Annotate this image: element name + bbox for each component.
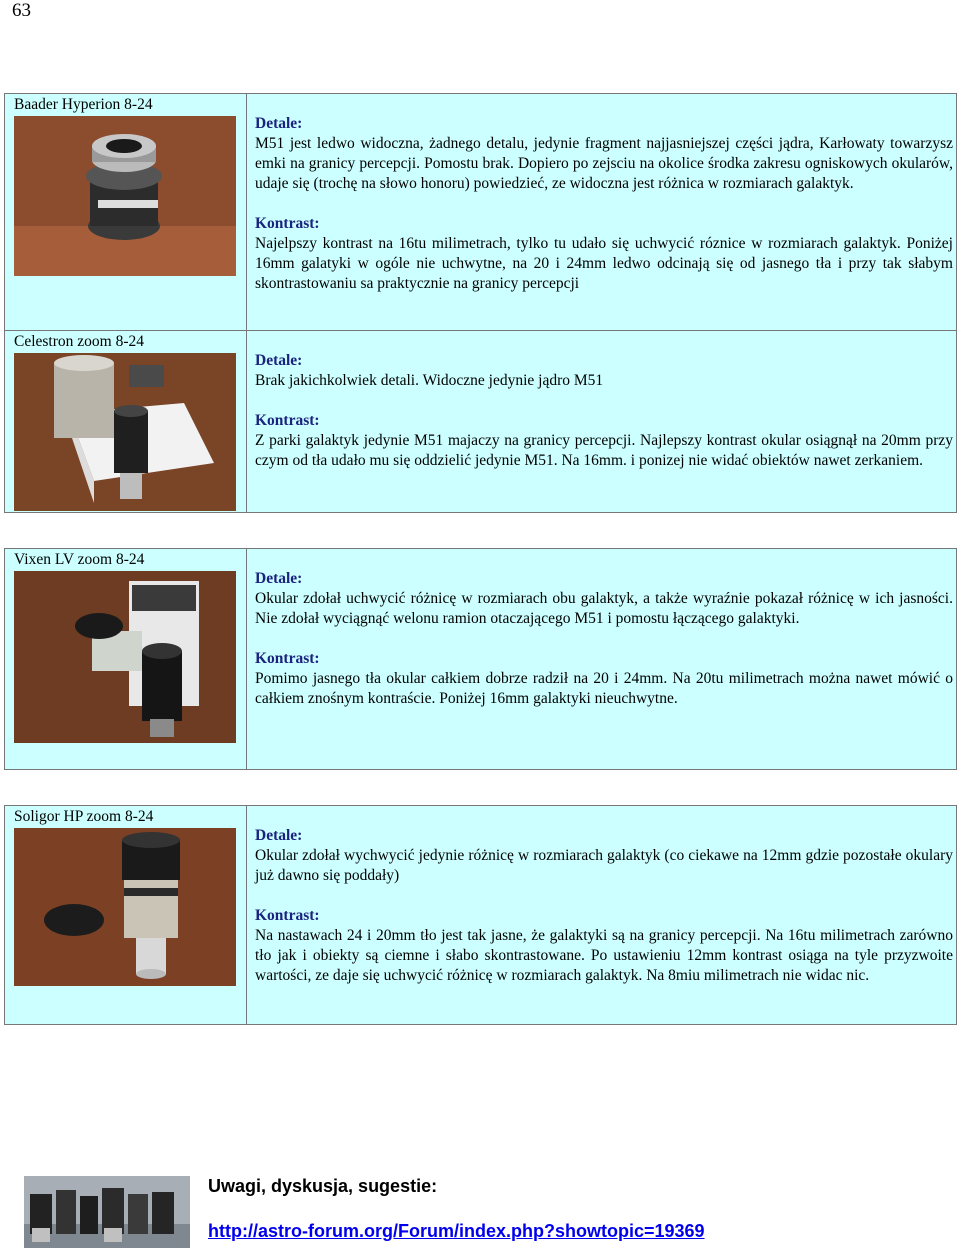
contrast-heading: Kontrast: [255,215,320,232]
soligor-review [255,826,953,986]
eyepiece-name-baader: Baader Hyperion 8-24 [14,96,153,113]
review-table-section-3 [4,805,957,1025]
detail-heading: Detale: [255,570,303,587]
baader-review [255,114,953,294]
contrast-text: Z parki galaktyk jedynie M51 majaczy na granicy percepcji. Najlepszy kontrast okular osiągnął na 20mm przy czym od tła udało mu się oddzielić jedynie M51. Na 16mm. i ponizej nie widać obiektów nawet zerkaniem. [255,432,953,469]
detail-heading: Detale: [255,115,303,132]
eyepiece-name-celestron: Celestron zoom 8-24 [14,333,145,350]
contrast-heading: Kontrast: [255,412,320,429]
vixen-eyepiece-photo [14,571,236,743]
eyepieces-group-photo [24,1176,190,1248]
detail-text: Okular zdołał wychwycić jedynie różnicę w rozmiarach galaktyk (co ciekawe na 12mm gdzie pozostałe okulary już dawno się poddały) [255,847,953,884]
page-number: 63 [12,0,31,21]
baader-eyepiece-photo [14,116,236,276]
review-table-section-2 [4,548,957,770]
celestron-eyepiece-photo [14,353,236,511]
soligor-eyepiece-photo [14,828,236,986]
review-table-section-1 [4,93,957,513]
contrast-heading: Kontrast: [255,650,320,667]
detail-text: Okular zdołał uchwycić różnicę w rozmiarach obu galaktyk, a także wyraźnie pokazał różnicę w ich jasności. Nie zdołał wyciągnąć welonu ramion otaczającego M51 i pomostu łączącego galaktyki. [255,590,953,627]
detail-text: M51 jest ledwo widoczna, żadnego detalu, jedynie fragment najjasniejszej części jądra, Karłowaty towarzysz emki na granicy percepcji. Pomostu brak. Dopiero po zejsciu na okolice środka zakresu ogniskowych okularów, udaje się (trochę na słowo honoru) powiedzieć, ze widoczna jest różnica w rozmiarach galaktyk. [255,135,953,192]
footer-title: Uwagi, dyskusja, sugestie: [208,1176,438,1196]
contrast-text: Pomimo jasnego tła okular całkiem dobrze radził na 20 i 24mm. Na 20tu milimetrach można nawet mówić o całkiem znośnym kontraście. Poniżej 16mm galaktyki nieuchwytne. [255,670,953,707]
celestron-review [255,351,953,471]
forum-link[interactable]: http://astro-forum.org/Forum/index.php?showtopic=19369 [208,1221,705,1241]
detail-heading: Detale: [255,827,303,844]
contrast-text: Na nastawach 24 i 20mm tło jest tak jasne, że galaktyki są na granicy percepcji. Na 16tu milimetrach zarówno tło jak i obiekty są ciemne i słabo skontrastowane. Po ustawieniu 12mm kontrast osiąga na tyle przyzwoite wartości, ze daje się uchwycić różnicę w rozmiarach galaktyk. Na 8miu milimetrach nie widac nic. [255,927,953,984]
contrast-text: Najelpszy kontrast na 16tu milimetrach, tylko tu udało się uchwycić róznice w rozmiarach galaktyk. Poniżej 16mm galatyki w ogóle nie uchwytne, na 20 i 24mm ledwo odcinają się od jasnego tła i przy tak słabym skontrastowaniu sa praktycznie na granicy percepcji [255,235,953,292]
eyepiece-name-soligor: Soligor HP zoom 8-24 [14,808,154,825]
contrast-heading: Kontrast: [255,907,320,924]
detail-heading: Detale: [255,352,303,369]
eyepiece-name-vixen: Vixen LV zoom 8-24 [14,551,145,568]
detail-text: Brak jakichkolwiek detali. Widoczne jedynie jądro M51 [255,372,604,389]
vixen-review [255,569,953,709]
